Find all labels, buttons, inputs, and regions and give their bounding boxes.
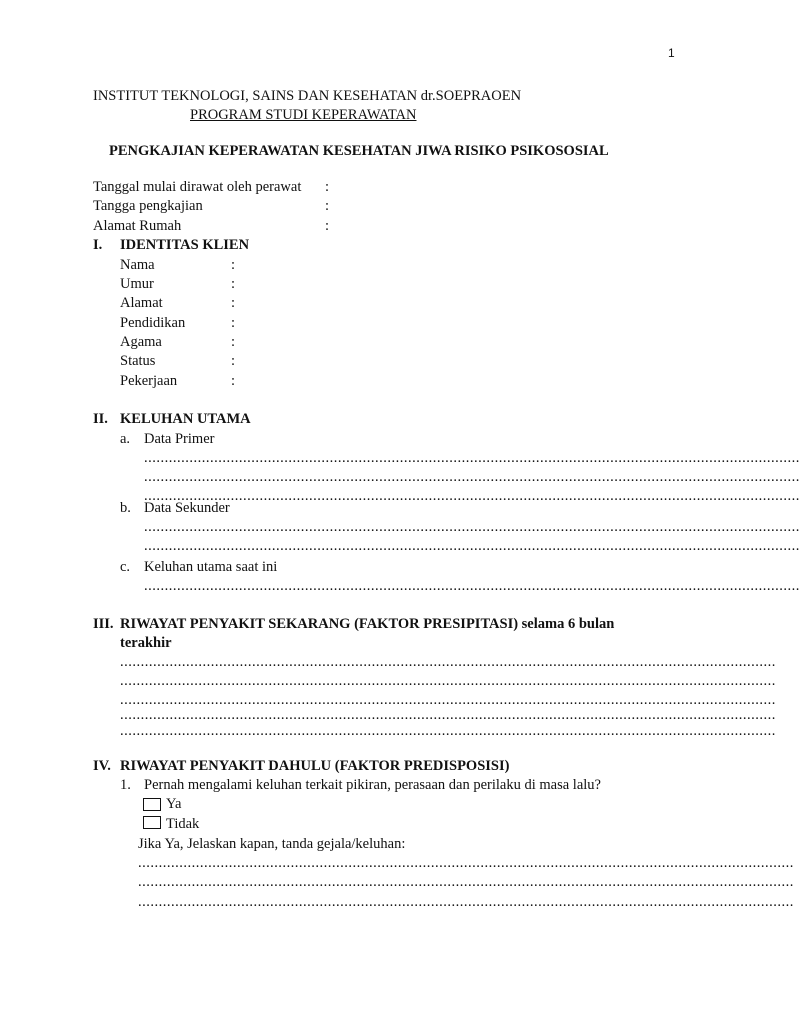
identity-field-agama: Agama xyxy=(120,334,162,350)
field-label-alamat-rumah: Alamat Rumah xyxy=(93,218,182,234)
section-title-riwayat-sekarang: RIWAYAT PENYAKIT SEKARANG (FAKTOR PRESIPITASI) selama 6 bulan xyxy=(120,616,615,632)
identity-field-alamat: Alamat xyxy=(120,295,163,311)
section-title-identitas: IDENTITAS KLIEN xyxy=(120,237,250,253)
fill-line[interactable]: ............................................................................................................................................................... xyxy=(138,894,794,910)
section-number-4: IV. xyxy=(93,758,111,774)
followup-question: Jika Ya, Jelaskan kapan, tanda gejala/keluhan: xyxy=(138,836,406,852)
item-data-sekunder: Data Sekunder xyxy=(144,500,230,516)
item-data-primer: Data Primer xyxy=(144,431,215,447)
field-colon: : xyxy=(231,276,236,292)
identity-field-umur: Umur xyxy=(120,276,154,292)
fill-line[interactable]: ............................................................................................................................................................... xyxy=(144,488,800,504)
field-colon: : xyxy=(231,353,236,369)
fill-line[interactable]: ............................................................................................................................................................... xyxy=(144,519,800,535)
option-label-ya: Ya xyxy=(166,796,182,812)
fill-line[interactable]: ............................................................................................................................................................... xyxy=(144,578,800,594)
item-letter: c. xyxy=(120,559,131,575)
fill-line[interactable]: ............................................................................................................................................................... xyxy=(120,707,776,723)
field-colon: : xyxy=(325,218,330,234)
field-colon: : xyxy=(231,257,236,273)
fill-line[interactable]: ............................................................................................................................................................... xyxy=(144,538,800,554)
fill-line[interactable]: ............................................................................................................................................................... xyxy=(144,450,800,466)
section-number-2: II. xyxy=(93,411,108,427)
question-number: 1. xyxy=(120,777,131,793)
field-label-tanggal-pengkajian: Tangga pengkajian xyxy=(93,198,203,214)
identity-field-pendidikan: Pendidikan xyxy=(120,315,186,331)
fill-line[interactable]: ............................................................................................................................................................... xyxy=(138,874,794,890)
checkbox-tidak[interactable] xyxy=(143,816,161,829)
section-number-1: I. xyxy=(93,237,103,253)
item-keluhan-saat-ini: Keluhan utama saat ini xyxy=(144,559,278,575)
fill-line[interactable]: ............................................................................................................................................................... xyxy=(138,855,794,871)
section-title-riwayat-sekarang-cont: terakhir xyxy=(120,635,172,651)
fill-line[interactable]: ............................................................................................................................................................... xyxy=(120,654,776,670)
field-colon: : xyxy=(325,198,330,214)
item-letter: a. xyxy=(120,431,131,447)
fill-line[interactable]: ............................................................................................................................................................... xyxy=(120,692,776,708)
checkbox-ya[interactable] xyxy=(143,798,161,811)
option-label-tidak: Tidak xyxy=(166,816,200,832)
fill-line[interactable]: ............................................................................................................................................................... xyxy=(120,723,776,739)
institution-name: INSTITUT TEKNOLOGI, SAINS DAN KESEHATAN dr.SOEPRAOEN xyxy=(93,88,522,104)
field-colon: : xyxy=(231,315,236,331)
section-number-3: III. xyxy=(93,616,114,632)
page-number: 1 xyxy=(668,46,675,60)
field-colon: : xyxy=(231,334,236,350)
identity-field-pekerjaan: Pekerjaan xyxy=(120,373,178,389)
identity-field-nama: Nama xyxy=(120,257,155,273)
field-colon: : xyxy=(325,179,330,195)
section-title-riwayat-dahulu: RIWAYAT PENYAKIT DAHULU (FAKTOR PREDISPOSISI) xyxy=(120,758,510,774)
form-title: PENGKAJIAN KEPERAWATAN KESEHATAN JIWA RISIKO PSIKOSOSIAL xyxy=(109,143,609,159)
fill-line[interactable]: ............................................................................................................................................................... xyxy=(120,673,776,689)
fill-line[interactable]: ............................................................................................................................................................... xyxy=(144,469,800,485)
identity-field-status: Status xyxy=(120,353,156,369)
field-colon: : xyxy=(231,295,236,311)
section-title-keluhan-utama: KELUHAN UTAMA xyxy=(120,411,251,427)
field-colon: : xyxy=(231,373,236,389)
item-letter: b. xyxy=(120,500,131,516)
program-name: PROGRAM STUDI KEPERAWATAN xyxy=(190,107,417,123)
field-label-tanggal-dirawat: Tanggal mulai dirawat oleh perawat xyxy=(93,179,302,195)
question-keluhan-masa-lalu: Pernah mengalami keluhan terkait pikiran, perasaan dan perilaku di masa lalu? xyxy=(144,777,601,793)
